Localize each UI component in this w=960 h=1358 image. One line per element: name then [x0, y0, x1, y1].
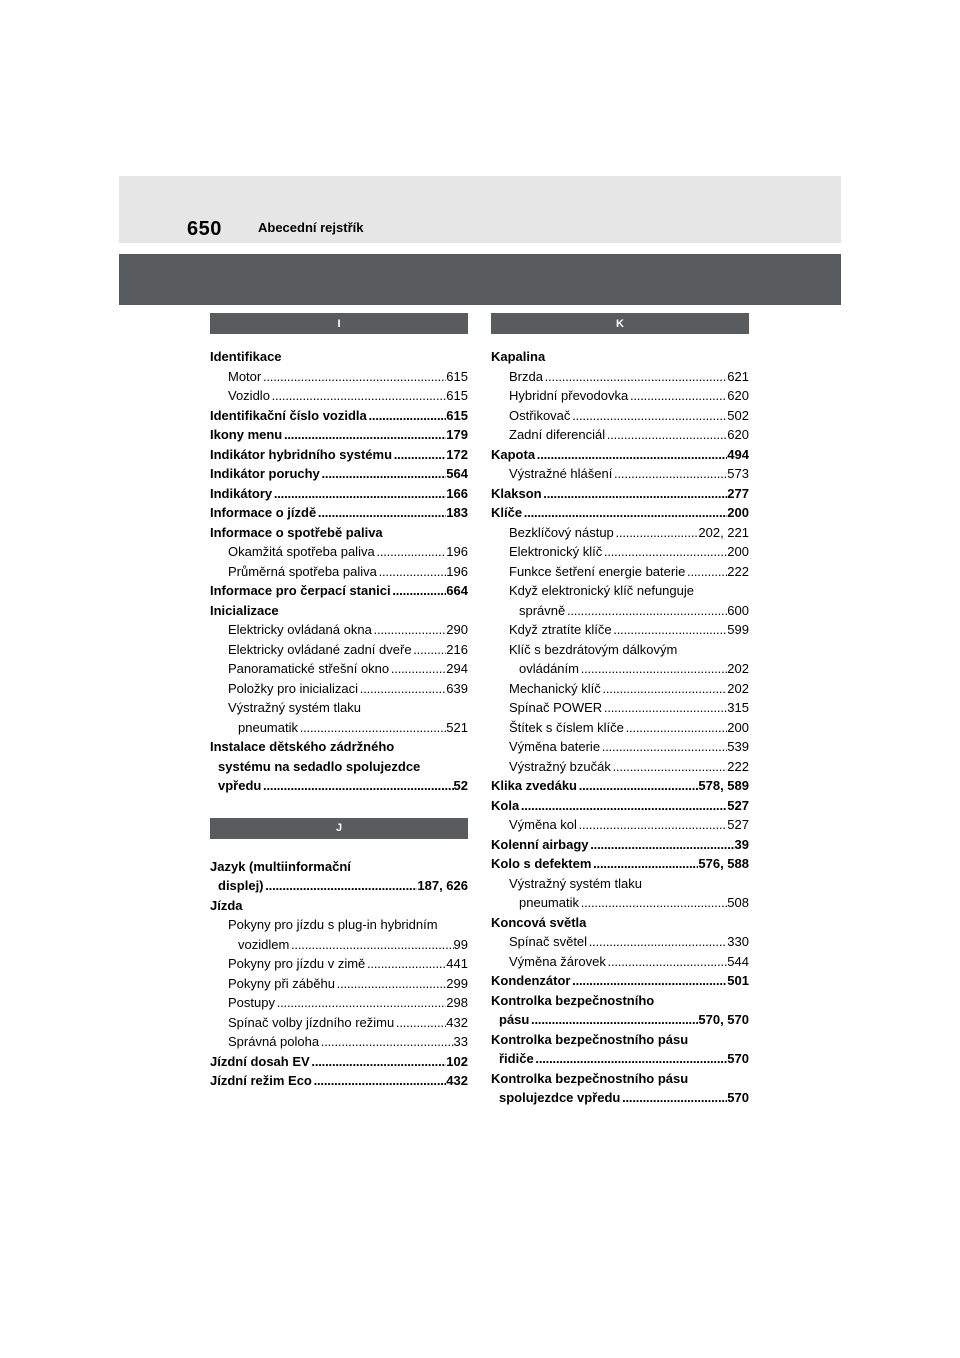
index-entry: Elektricky ovládaná okna . . . 290: [210, 620, 468, 640]
index-heading: Jízda: [210, 897, 243, 913]
page-number: 650: [187, 218, 222, 240]
index-heading: Koncová světla: [491, 914, 587, 930]
index-entry: Identifikační číslo vozidla . . . 615: [210, 406, 468, 426]
index-entry: Informace pro čerpací stanici . . . 664: [210, 581, 468, 601]
index-subheading: Pokyny pro jízdu s plug-in hybridním: [228, 917, 438, 932]
index-entry: Zadní diferenciál . . . 620: [491, 425, 749, 445]
index-entry: Kondenzátor . . . 501: [491, 971, 749, 991]
index-entry: Motor . . . 615: [210, 367, 468, 387]
index-entry: pneumatik . . . 508: [491, 893, 749, 913]
index-entry: Výstražné hlášení . . . 573: [491, 464, 749, 484]
index-heading-cont: systému na sedadlo spolujezdce: [218, 758, 421, 774]
index-entry: Výměna kol . . . 527: [491, 815, 749, 835]
index-entry: Správná poloha . . . 33: [210, 1032, 468, 1052]
index-column-left: [210, 313, 468, 1091]
index-entry: Brzda . . . 621: [491, 367, 749, 387]
index-entry: Informace o jízdě . . . 183: [210, 503, 468, 523]
index-entry: Klakson . . . 277: [491, 484, 749, 504]
index-entry: vpředu . . . 52: [210, 776, 468, 796]
index-subheading: Výstražný systém tlaku: [509, 875, 642, 891]
index-heading: Kontrolka bezpečnostního: [491, 992, 655, 1008]
index-entry: Okamžitá spotřeba paliva . . . 196: [210, 542, 468, 562]
index-column-right: [491, 313, 749, 1108]
index-entry: Vozidlo . . . 615: [210, 386, 468, 406]
index-heading: Kontrolka bezpečnostního pásu: [491, 1031, 689, 1047]
index-entry: Pokyny pro jízdu v zimě . . . 441: [210, 954, 468, 974]
index-entry: Štítek s číslem klíče . . . 200: [491, 718, 749, 738]
index-entry: Ostřikovač . . . 502: [491, 406, 749, 426]
index-entry: Klika zvedáku . . . 578, 589: [491, 776, 749, 796]
index-entry: Kapota . . . 494: [491, 445, 749, 465]
index-entry: Výstražný bzučák . . . 222: [491, 757, 749, 777]
index-entry: Kola . . . 527: [491, 796, 749, 816]
index-subheading: Když elektronický klíč nefunguje: [509, 583, 694, 598]
index-entry: Ikony menu . . . 179: [210, 425, 468, 445]
index-heading: Jazyk (multiinformační: [210, 858, 351, 874]
index-entry: Jízdní režim Eco . . . 432: [210, 1071, 468, 1091]
header-band: [119, 254, 841, 305]
index-entry: Elektricky ovládané zadní dveře . . . 216: [210, 640, 468, 660]
index-entry: Výměna baterie . . . 539: [491, 737, 749, 757]
section-head-j: J: [210, 818, 468, 839]
index-entry: Jízdní dosah EV . . . 102: [210, 1052, 468, 1072]
index-entry: řidiče . . . 570: [491, 1049, 749, 1069]
index-entry: Funkce šetření energie baterie . . . 222: [491, 562, 749, 582]
index-entry: pásu . . . 570, 570: [491, 1010, 749, 1030]
index-heading: Informace o spotřebě paliva: [210, 524, 383, 540]
index-entry: Výměna žárovek . . . 544: [491, 952, 749, 972]
index-entry: Hybridní převodovka . . . 620: [491, 386, 749, 406]
index-entry: Klíče . . . 200: [491, 503, 749, 523]
index-entry: Spínač volby jízdního režimu . . . 432: [210, 1013, 468, 1033]
index-entry: displej) . . . 187, 626: [210, 876, 468, 896]
index-entry: vozidlem . . . 99: [210, 935, 468, 955]
index-entry: Postupy . . . 298: [210, 993, 468, 1013]
index-entry: Spínač světel . . . 330: [491, 932, 749, 952]
index-entry: Spínač POWER . . . 315: [491, 698, 749, 718]
index-entry: Pokyny při záběhu . . . 299: [210, 974, 468, 994]
index-entry: Když ztratíte klíče . . . 599: [491, 620, 749, 640]
index-heading: Instalace dětského zádržného: [210, 739, 395, 754]
section-head-i: I: [210, 313, 468, 334]
index-entry: Indikátory . . . 166: [210, 484, 468, 504]
index-heading: Kontrolka bezpečnostního pásu: [491, 1070, 689, 1086]
index-heading: Kapalina: [491, 349, 546, 364]
index-entry: Kolo s defektem . . . 576, 588: [491, 854, 749, 874]
index-heading: Identifikace: [210, 349, 282, 364]
page-header: [119, 176, 841, 243]
page-title: Abecední rejstřík: [258, 220, 364, 235]
index-entry: Položky pro inicializaci . . . 639: [210, 679, 468, 699]
index-entry: pneumatik . . . 521: [210, 718, 468, 738]
index-entry: Indikátor poruchy . . . 564: [210, 464, 468, 484]
index-entry: Průměrná spotřeba paliva . . . 196: [210, 562, 468, 582]
section-head-k: K: [491, 313, 749, 334]
index-subheading: Klíč s bezdrátovým dálkovým: [509, 641, 678, 657]
index-entry: Kolenní airbagy . . . 39: [491, 835, 749, 855]
index-entry: spolujezdce vpředu . . . 570: [491, 1088, 749, 1108]
index-entry: Bezklíčový nástup . . . 202, 221: [491, 523, 749, 543]
index-entry: ovládáním . . . 202: [491, 659, 749, 679]
index-heading: Inicializace: [210, 602, 279, 618]
index-entry: Elektronický klíč . . . 200: [491, 542, 749, 562]
index-entry: Mechanický klíč . . . 202: [491, 679, 749, 699]
index-entry: Indikátor hybridního systému . . . 172: [210, 445, 468, 465]
index-entry: správně . . . 600: [491, 601, 749, 621]
index-entry: Panoramatické střešní okno . . . 294: [210, 659, 468, 679]
index-subheading: Výstražný systém tlaku: [228, 700, 361, 715]
